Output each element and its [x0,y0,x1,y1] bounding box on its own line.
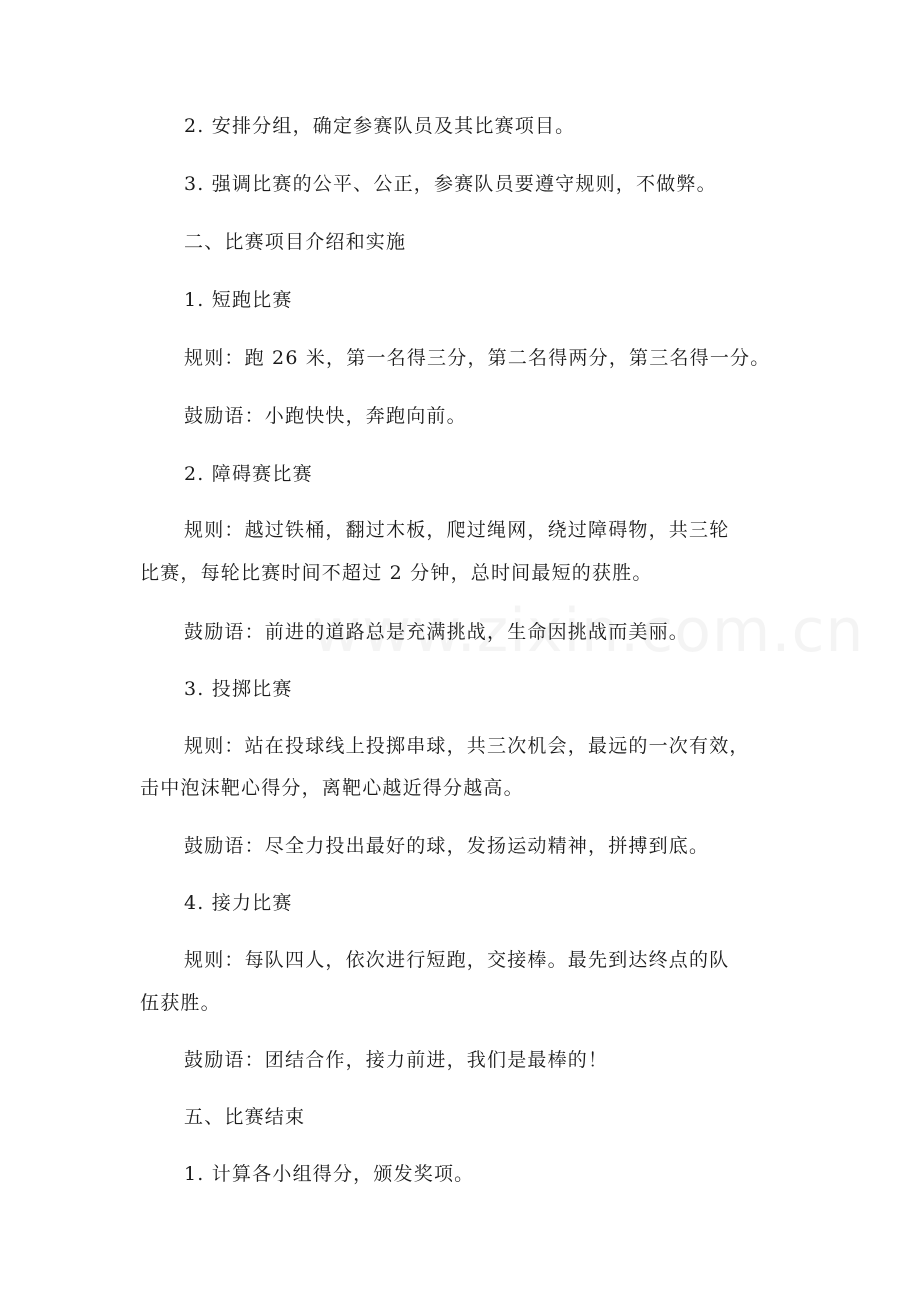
section-heading: 二、比赛项目介绍和实施 [184,231,407,253]
text-line: 2. 安排分组，确定参赛队员及其比赛项目。 [184,115,576,137]
rule-text: 规则：每队四人，依次进行短跑，交接棒。最先到达终点的队 [184,949,730,971]
encouragement-text: 鼓励语：团结合作，接力前进，我们是最棒的！ [184,1049,609,1071]
rule-text: 规则：越过铁桶，翻过木板，爬过绳网，绕过障碍物，共三轮 [184,519,730,541]
encouragement-text: 鼓励语：前进的道路总是充满挑战，生命因挑战而美丽。 [184,621,690,643]
text-line: 1. 计算各小组得分，颁发奖项。 [184,1163,475,1185]
text-line: 3. 强调比赛的公平、公正，参赛队员要遵守规则，不做弊。 [184,173,717,195]
encouragement-text: 鼓励语：小跑快快，奔跑向前。 [184,405,467,427]
rule-text-continued: 击中泡沫靶心得分，离靶心越近得分越高。 [140,777,524,799]
rule-text: 规则：跑 26 米，第一名得三分，第二名得两分，第三名得一分。 [184,347,771,369]
section-heading: 五、比赛结束 [184,1106,306,1128]
item-heading: 1. 短跑比赛 [184,289,293,311]
item-heading: 4. 接力比赛 [184,892,293,914]
item-heading: 2. 障碍赛比赛 [184,463,313,485]
encouragement-text: 鼓励语：尽全力投出最好的球，发扬运动精神，拼搏到底。 [184,835,710,857]
rule-text: 规则：站在投球线上投掷串球，共三次机会，最远的一次有效， [184,735,750,757]
rule-text-continued: 伍获胜。 [140,992,221,1014]
rule-text-continued: 比赛，每轮比赛时间不超过 2 分钟，总时间最短的获胜。 [140,562,653,584]
item-heading: 3. 投掷比赛 [184,678,293,700]
